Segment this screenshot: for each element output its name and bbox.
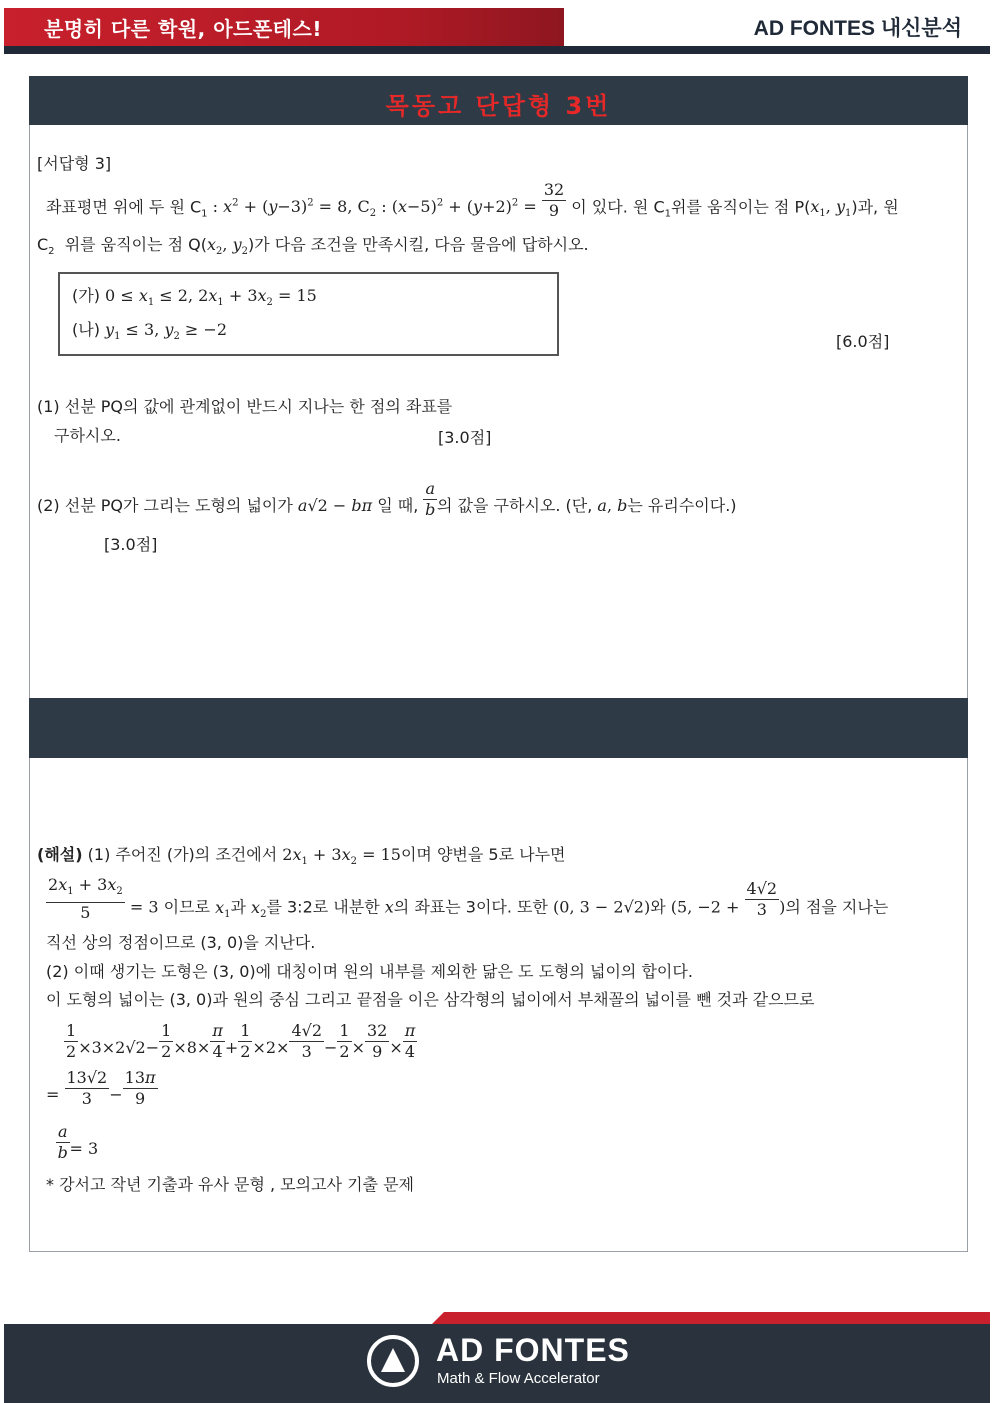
question-2-points: [3.0점] <box>104 535 158 554</box>
intro-line2-a: C <box>37 235 49 254</box>
question-2: (2) 선분 PQ가 그리는 도형의 넓이가 a√2 − bπ 일 때, $\frac{a}{b}$ 의 값을 구하시오. (단, a, b는 유리수이다.) <box>37 479 737 519</box>
question-1-points: [3.0점] <box>438 428 492 447</box>
solution-note: * 강서고 작년 기출과 유사 문형 , 모의고사 기출 문제 <box>46 1175 414 1194</box>
total-points: [6.0점] <box>836 332 890 351</box>
page-footer <box>0 1310 992 1403</box>
solution-l1-b: 이며 양변을 5로 나누면 <box>400 845 566 864</box>
problem-label: [서답형 3] <box>37 154 112 173</box>
solution-label: (해설) <box>37 845 83 864</box>
solution-equation-2: = $\frac{13√2}{3}$ − $\frac{13\pi}{9}$ <box>46 1068 156 1108</box>
solution-l2-e: 와 <box>650 897 666 917</box>
q2-b: 일 때, <box>377 496 419 515</box>
intro-line1-d: )과, 원 <box>851 197 899 217</box>
q2-c: 의 값을 구하시오. (단, <box>437 496 593 515</box>
solution-l2-a: 이므로 <box>163 897 210 917</box>
solution-line2: $\frac{2x_1 + 3x_2}{5}$ = 3 이므로 $x_1$과 $x_2$를 3:2로 내분한 x의 좌표는 3이다. 또한 (0, 3 − 2√2)와 (5, −2 + $\frac{4√2}{3}$ )의 점을 지나는 <box>48 875 889 923</box>
solution-line4: (2) 이때 생기는 도형은 (3, 0)에 대칭이며 원의 내부를 제외한 닮은 도 도형의 넓이의 합이다. <box>46 962 693 981</box>
footer-brand: AD FONTES <box>436 1332 630 1368</box>
condition-na: (나) $y_1 \le 3$, $y_2 \ge -2$ <box>72 320 227 343</box>
solution-l1-a: (1) 주어진 (가)의 조건에서 <box>87 845 278 864</box>
solution-equation-1: $\frac{1}{2}$ ×3×2√2− $\frac{1}{2}$ ×8× $\frac{\pi}{4}$ + $\frac{1}{2}$ ×2× $\frac{4√2}{3}$ − $\frac{1}{2}$ × $\frac{32}{9}$ × $\frac{\pi}{4}$ <box>66 1021 416 1061</box>
intro-line1-a: 좌표평면 위에 두 원 C <box>46 197 202 217</box>
solution-line3: 직선 상의 정점이므로 (3, 0)을 지난다. <box>46 933 316 952</box>
intro-line1-b: 이 있다. 원 C <box>571 197 665 217</box>
header-slogan: 분명히 다른 학원, 아드폰테스! <box>44 17 322 41</box>
solution-title-bar <box>29 698 968 758</box>
solution-line1: (해설) (1) 주어진 (가)의 조건에서 $2x_1 + 3x_2 = 15$이며 양변을 5로 나누면 <box>37 845 566 868</box>
solution-l2-d: 의 좌표는 3이다. 또한 <box>393 897 548 917</box>
footer-tagline: Math & Flow Accelerator <box>437 1370 600 1387</box>
question-1-line1: (1) 선분 PQ의 값에 관계없이 반드시 지나는 한 점의 좌표를 <box>37 397 453 416</box>
condition-ga: (가) $0 \le x_1 \le 2$, $2x_1 + 3x_2 = 15$ <box>72 286 317 309</box>
problem-title: 목동고 단답형 3번 <box>385 92 612 120</box>
cond-na-label: (나) <box>72 320 100 339</box>
ad-fontes-logo-icon <box>367 1335 419 1387</box>
cond-ga-label: (가) <box>72 286 100 305</box>
solution-answer: $\frac{a}{b}$ = 3 <box>57 1122 99 1162</box>
solution-l2-b: 과 <box>230 897 246 917</box>
header-dark-line <box>4 46 990 54</box>
intro-line2-b: 위를 움직이는 점 Q( <box>64 235 208 254</box>
solution-l2-f: 의 점을 지나는 <box>785 897 889 917</box>
header-brand: AD FONTES 내신분석 <box>753 17 962 40</box>
page-header <box>0 0 992 56</box>
problem-intro-line1: 좌표평면 위에 두 원 $C_1$ : $x^2 + (y-3)^2 = 8$, $C_2$ : $(x-5)^2 + (y+2)^2$ = $\frac{32}{9}$ 이 있다. 원 $C_1$위를 움직이는 점 $P(x_1$, $y_1$)과, 원 <box>46 180 899 221</box>
solution-l2-c: 를 3:2로 내분한 <box>266 897 380 917</box>
problem-intro-line2: $C_2$ 위를 움직이는 점 $Q(x_2$, $y_2$)가 다음 조건을 만족시킬, 다음 물음에 답하시오. <box>37 235 589 258</box>
intro-line1-c: 위를 움직이는 점 P( <box>671 197 811 217</box>
intro-line2-c: )가 다음 조건을 만족시킬, 다음 물음에 답하시오. <box>248 235 589 254</box>
q2-d: 는 유리수이다.) <box>627 496 737 515</box>
problem-title-bar <box>29 76 968 125</box>
question-1-line2: 구하시오. <box>54 426 121 445</box>
q2-a: (2) 선분 PQ가 그리는 도형의 넓이가 <box>37 496 293 515</box>
solution-line5: 이 도형의 넓이는 (3, 0)과 원의 중심 그리고 끝점을 이은 삼각형의 넓이에서 부채꼴의 넓이를 뺀 것과 같으므로 <box>46 990 815 1009</box>
